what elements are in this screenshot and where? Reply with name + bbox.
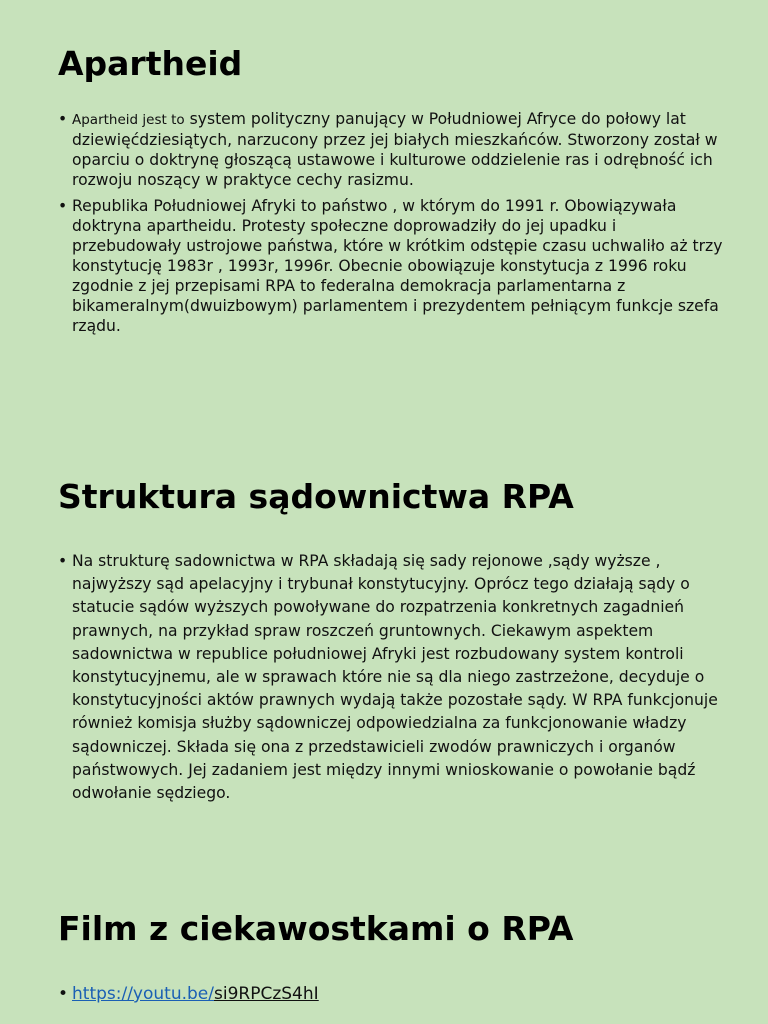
list-item — [58, 982, 724, 1006]
judiciary-list — [58, 550, 724, 805]
list-item — [58, 109, 724, 190]
heading-film: Film z ciekawostkami o RPA — [58, 909, 574, 948]
bullet-icon: • — [58, 197, 68, 215]
list-item — [58, 550, 724, 805]
youtube-link-id[interactable]: si9RPCzS4hI — [214, 984, 319, 1004]
bullet-icon: • — [58, 552, 68, 570]
youtube-link[interactable] — [72, 984, 319, 1004]
film-list — [58, 982, 724, 1006]
apartheid-list — [58, 109, 724, 342]
list-item — [58, 196, 724, 336]
rpa-history-text: Republika Południowej Afryki to państwo , w którym do 1991 r. Obowiązywała doktryna apartheidu. Protesty społeczne doprowadziły do jej upadku i przebudowały ustrojowe państwa, które w krótkim odstępie czasu uchwaliło aż trzy konstytucję 1983r , 1993r, 1996r. Obecnie obowiązuje konstytucja z 1996 roku zgodnie z jej przepisami RPA to federalna demokracja parlamentarna z bikameralnym(dwuizbowym) parlamentem i prezydentem pełniącym funkcje szefa rządu. — [72, 197, 723, 335]
judiciary-structure-text: Na strukturę sadownictwa w RPA składają się sady rejonowe ,sądy wyższe , najwyższy sąd apelacyjny i trybunał konstytucyjny. Oprócz tego działają sądy o statucie sądów wyższych powoływane do rozpatrzenia konkretnych zagadnień prawnych, na przykład spraw roszczeń gruntownych. Ciekawym aspektem sadownictwa w republice południowej Afryki jest rozbudowany system kontroli konstytucyjnemu, ale w sprawach które nie są dla niego zastrzeżone, decyduje o konstytucyjności aktów prawnych wydają także pozostałe sądy. W RPA funkcjonuje również komisja służby sądowniczej odpowiedzialna za funkcjonowanie władzy sądowniczej. Składa się ona z przedstawicieli zwodów prawniczych i organów państwowych. Jej zadaniem jest między innymi wnioskowanie o powołanie bądź odwołanie sędziego. — [72, 552, 718, 803]
heading-apartheid: Apartheid — [58, 44, 243, 83]
youtube-link-domain[interactable]: https://youtu.be/ — [72, 984, 214, 1004]
bullet-icon: • — [58, 984, 69, 1004]
apartheid-lead-text: Apartheid jest to — [72, 112, 185, 128]
apartheid-definition-text: system polityczny panujący w Południowej Afryce do połowy lat dziewięćdziesiątych, narzucony przez jej białych mieszkańców. Stworzony został w oparciu o doktrynę głoszącą ustawowe i kulturowe oddzielenie ras i odrębność ich rozwoju noszący w praktyce cechy rasizmu. — [72, 110, 718, 189]
heading-judiciary: Struktura sądownictwa RPA — [58, 477, 574, 516]
bullet-icon: • — [58, 110, 68, 128]
